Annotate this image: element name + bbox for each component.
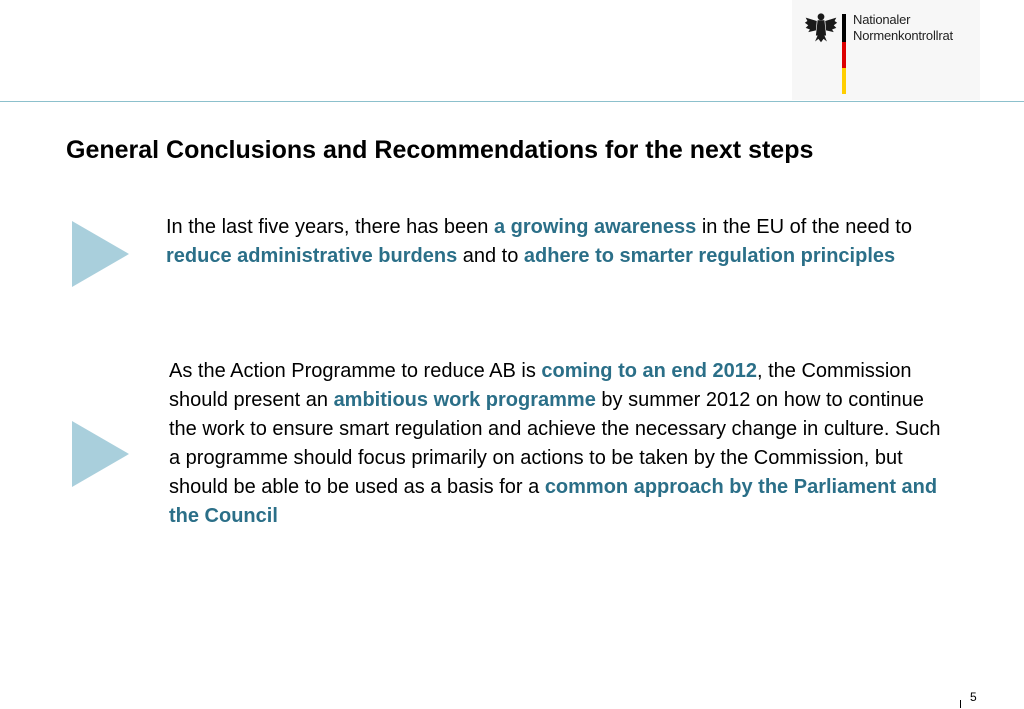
point2-text-1: As the Action Programme to reduce AB is: [169, 360, 542, 382]
point2-highlight-1: coming to an end 2012: [541, 360, 758, 382]
federal-eagle-icon: [804, 10, 838, 44]
header-divider: [0, 101, 1024, 102]
play-arrow-icon: [72, 221, 129, 287]
organization-name-line1: Nationaler: [853, 12, 911, 27]
point1-text-2: in the EU of the need to: [696, 216, 912, 238]
point1-highlight-3: adhere to smarter regulation principles: [523, 245, 896, 267]
footer-separator: [960, 700, 961, 708]
bullet-point-1: [166, 213, 926, 271]
play-arrow-icon: [72, 421, 129, 487]
bullet-point-2: [169, 357, 949, 531]
nkr-logo: [792, 0, 980, 100]
point2-text-3: by summer 2012 on how to continue the work to ensure smart regulation and achieve the necessary change in culture. Such a programme should focus primarily on actions to be taken by the Commission, but should be able to be used as a basis for a: [169, 389, 941, 498]
flag-stripe-black: [842, 14, 846, 42]
flag-stripe-red: [842, 42, 846, 68]
flag-stripe-gold: [842, 68, 846, 94]
organization-name-line2: Normenkontrollrat: [853, 28, 953, 43]
point2-text-2: , the Commission should present an: [169, 360, 912, 411]
slide-title: General Conclusions and Recommendations for the next steps: [66, 136, 814, 164]
point2-highlight-2: ambitious work programme: [333, 389, 596, 411]
point1-text-3: and to: [457, 245, 524, 267]
point2-highlight-3: common approach by the Parliament and the Council: [169, 476, 938, 527]
point1-text-1: In the last five years, there has been: [166, 216, 494, 238]
point1-highlight-1: a growing awareness: [493, 216, 697, 238]
page-number: 5: [970, 690, 977, 704]
point1-highlight-2: reduce administrative burdens: [166, 245, 458, 267]
